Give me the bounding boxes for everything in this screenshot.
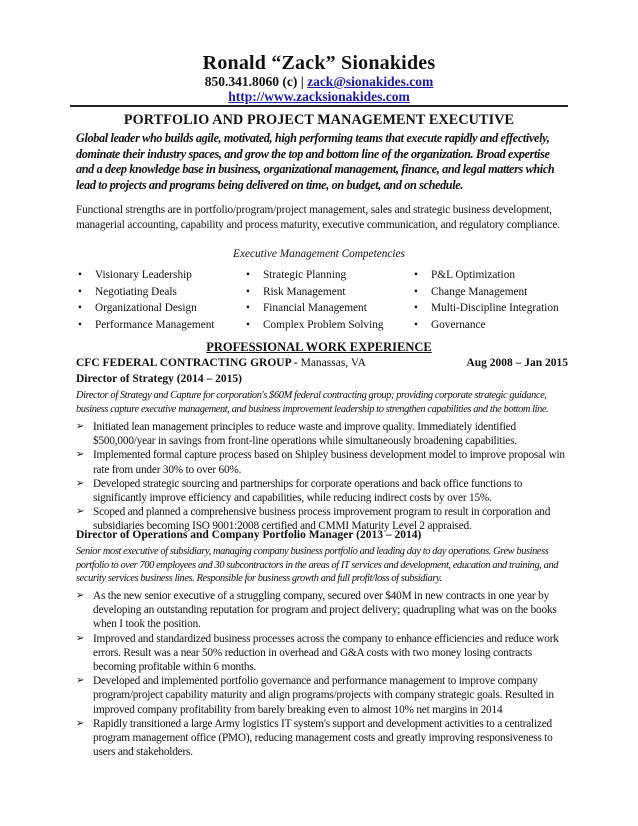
- achievement-item: ➢ Developed strategic sourcing and partnerships for corporate operations and back office functions to significantly improve efficiency and capabilities, while reducing indirect costs by over 15%.: [76, 477, 523, 505]
- arrow-bullet-icon: ➢: [76, 477, 85, 489]
- competency-item: • Organizational Design: [78, 300, 215, 317]
- bullet-icon: •: [246, 269, 250, 281]
- competency-item: • Governance: [414, 317, 559, 334]
- arrow-bullet-icon: ➢: [76, 675, 85, 687]
- summary-paragraph: Global leader who builds agile, motivated, high performing teams that execute rapidly and effectively, dominate their industry spaces, and grow the top and bottom line of the organization. Broad expertise and a deep knowledge base in business, organizational management, finance, and legal matters which lead to projects and programs being delivered on time, on budget, and on schedule.: [76, 131, 555, 192]
- arrow-bullet-icon: ➢: [76, 506, 85, 518]
- competency-item: • Financial Management: [246, 300, 384, 317]
- employment-dates: Aug 2008 – Jan 2015: [466, 357, 568, 369]
- phone-number: 850.341.8060 (c) |: [204, 74, 308, 89]
- bullet-icon: •: [78, 318, 82, 331]
- website-link[interactable]: http://www.zacksionakides.com: [228, 89, 410, 104]
- phone-email-line: [0, 74, 638, 89]
- competency-item: • Change Management: [414, 284, 559, 301]
- achievement-item: ➢ Improved and standardized business processes across the company to enhance efficiencies and reduce work errors. Result was a near 50% reduction in overhead and G&A costs with two money losing contracts becoming profitable within 6 months.: [76, 632, 559, 674]
- company-location: Manassas, VA: [300, 357, 366, 369]
- position-title: Director of Strategy (2014 – 2015): [76, 373, 242, 385]
- candidate-name: Ronald “Zack” Sionakides: [202, 52, 436, 74]
- competencies-column-2: [246, 267, 384, 333]
- bullet-icon: •: [78, 285, 82, 298]
- achievement-item: ➢ Implemented formal capture process based on Shipley business development model to improve proposal win rate from under 30% to over 60%.: [76, 449, 565, 476]
- arrow-bullet-icon: ➢: [76, 421, 85, 432]
- achievement-item: ➢ Rapidly transitioned a large Army logistics IT system's support and development activities to a centralized program management office (PMO), reducing management costs and greatly improving responsiveness to users and stakeholders.: [76, 717, 553, 759]
- bullet-icon: •: [414, 302, 418, 314]
- achievement-item: ➢ Initiated lean management principles to reduce waste and improve quality. Immediately identified $500,000/year in savings from front-line operations while simultaneously broadening capabilities.: [76, 421, 517, 448]
- contact-block: [0, 74, 638, 104]
- achievement-item: ➢ Scoped and planned a comprehensive business process improvement program to result in corporation and subsidiaries becoming ISO 9001:2008 certified and CMMI Maturity Level 2 appraised.: [76, 506, 551, 533]
- arrow-bullet-icon: ➢: [76, 449, 85, 461]
- competency-item: • Performance Management: [78, 317, 215, 334]
- competency-item: • Strategic Planning: [246, 267, 384, 284]
- arrow-bullet-icon: ➢: [76, 590, 85, 601]
- arrow-bullet-icon: ➢: [76, 717, 85, 729]
- bullet-icon: •: [246, 318, 250, 331]
- position-title: Director of Operations and Company Portfolio Manager (2013 – 2014): [76, 529, 422, 541]
- company-name: CFC FEDERAL CONTRACTING GROUP -: [76, 357, 301, 369]
- competency-item: • Visionary Leadership: [78, 267, 215, 284]
- competency-item: • Complex Problem Solving: [246, 317, 384, 334]
- position-description: Senior most executive of subsidiary, managing company business portfolio and leading day to day operations. Grew business portfolio to over 700 employees and 30 subcontractors in the areas of IT services and development, education and training, and security services business lines. Responsible for business growth and full profit/loss of subsidiary.: [76, 546, 559, 584]
- bullet-icon: •: [78, 269, 82, 281]
- email-link[interactable]: zack@sionakides.com: [307, 74, 434, 89]
- header-divider: [70, 105, 568, 107]
- competency-item: • P&L Optimization: [414, 267, 559, 284]
- competencies-column-3: [414, 267, 559, 333]
- experience-section-title: PROFESSIONAL WORK EXPERIENCE: [206, 340, 432, 354]
- bullet-icon: •: [78, 302, 82, 314]
- bullet-icon: •: [246, 285, 250, 298]
- competency-item: • Negotiating Deals: [78, 284, 215, 301]
- position-1-achievements: [76, 420, 570, 534]
- bullet-icon: •: [414, 269, 418, 281]
- headline: PORTFOLIO AND PROJECT MANAGEMENT EXECUTIVE: [123, 112, 515, 128]
- competency-item: • Multi-Discipline Integration: [414, 300, 559, 317]
- bullet-icon: •: [414, 318, 418, 331]
- competencies-column-1: [78, 267, 215, 333]
- position-2-achievements: [76, 589, 570, 759]
- company-line: [76, 356, 568, 371]
- competency-item: • Risk Management: [246, 284, 384, 301]
- competencies-title: Executive Management Competencies: [233, 248, 405, 260]
- bullet-icon: •: [246, 302, 250, 314]
- achievement-item: ➢ Developed and implemented portfolio governance and performance management to improve company program/project capability maturity and align programs/projects with company strategic goals. Resulted in improved company profitability from barely breaking even to almost 10% net margins in 2014: [76, 675, 554, 716]
- functional-strengths-paragraph: Functional strengths are in portfolio/program/project management, sales and strategic business development, managerial accounting, capability and process maturity, executive communication, and regulatory compliance.: [76, 204, 560, 231]
- bullet-icon: •: [414, 285, 418, 298]
- position-description: Director of Strategy and Capture for corporation's $60M federal contracting group; providing corporate strategic guidance, business capture executive management, and business improvement leadership to strengthen capabilities and the bottom line.: [76, 390, 549, 415]
- arrow-bullet-icon: ➢: [76, 632, 85, 644]
- achievement-item: ➢ As the new senior executive of a struggling company, secured over $40M in new contracts in one year by developing an outstanding reputation for program and project delivery; quadrupling what was on the books when I took the position.: [76, 590, 557, 631]
